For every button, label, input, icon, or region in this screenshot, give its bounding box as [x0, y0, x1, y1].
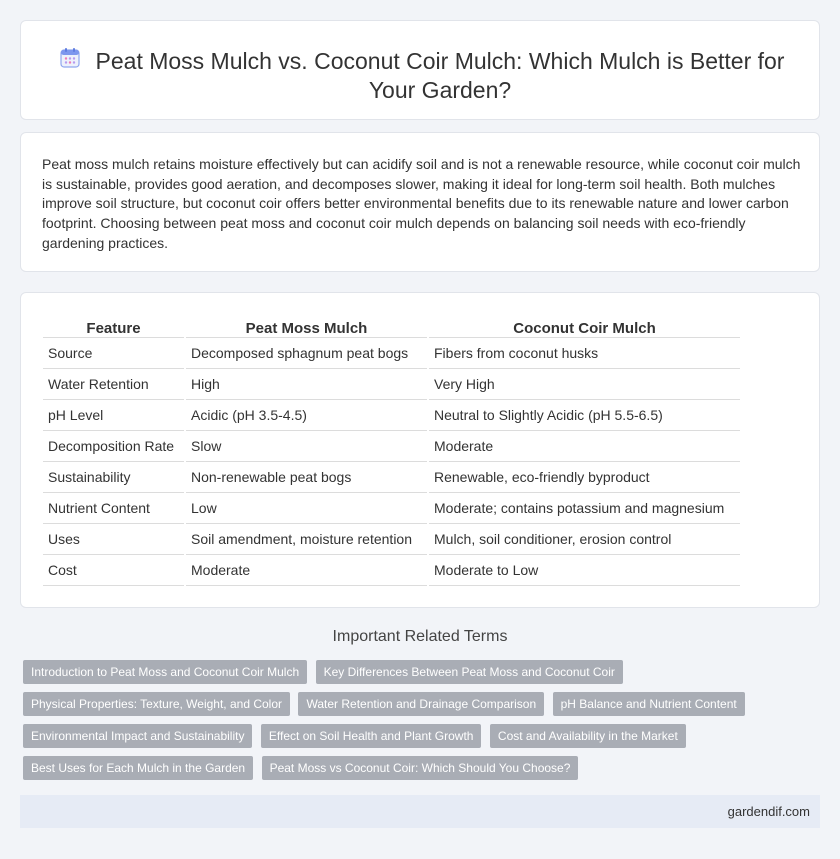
tag-row — [23, 692, 823, 724]
related-term-tag[interactable]: Best Uses for Each Mulch in the Garden — [23, 756, 253, 780]
table-cell: Source — [43, 338, 185, 369]
table-row — [43, 431, 740, 462]
table-row — [43, 462, 740, 493]
title-card — [20, 20, 820, 120]
table-cell: Mulch, soil conditioner, erosion control — [428, 524, 740, 555]
footer — [20, 795, 820, 828]
table-header-cell: Feature — [43, 315, 185, 338]
tag-row — [23, 660, 823, 692]
intro-paragraph: Peat moss mulch retains moisture effectively but can acidify soil and is not a renewable resource, while coconut coir mulch is sustainable, provides good aeration, and decomposes slower, making it ideal for long-term soil health. Both mulches improve soil structure, but coconut coir offers better environmental benefits due to its renewable nature and lower carbon footprint. Choosing between peat moss and coconut coir mulch depends on balancing soil needs with eco-friendly gardening practices. — [42, 156, 801, 251]
table-cell: Very High — [428, 369, 740, 400]
comparison-table — [43, 315, 740, 586]
table-row — [43, 524, 740, 555]
table-cell: Soil amendment, moisture retention — [185, 524, 428, 555]
table-header-cell: Peat Moss Mulch — [185, 315, 428, 338]
related-term-tag[interactable]: Cost and Availability in the Market — [490, 724, 686, 748]
table-cell: Fibers from coconut husks — [428, 338, 740, 369]
related-term-tag[interactable]: Peat Moss vs Coconut Coir: Which Should You Choose? — [262, 756, 579, 780]
table-row — [43, 400, 740, 431]
table-cell: Nutrient Content — [43, 493, 185, 524]
table-cell: pH Level — [43, 400, 185, 431]
related-term-tag[interactable]: Key Differences Between Peat Moss and Coconut Coir — [316, 660, 623, 684]
table-cell: Cost — [43, 555, 185, 586]
table-cell: Moderate to Low — [428, 555, 740, 586]
related-term-tag[interactable]: Water Retention and Drainage Comparison — [298, 692, 544, 716]
page-title: Peat Moss Mulch vs. Coconut Coir Mulch: Which Mulch is Better for Your Garden? — [95, 48, 785, 103]
table-cell: Uses — [43, 524, 185, 555]
table-row — [43, 369, 740, 400]
table-cell: Water Retention — [43, 369, 185, 400]
related-terms-list — [23, 660, 823, 788]
footer-site-name[interactable]: gardendif.com — [727, 804, 810, 819]
related-term-tag[interactable]: Introduction to Peat Moss and Coconut Coir Mulch — [23, 660, 307, 684]
table-cell: Moderate — [428, 431, 740, 462]
table-cell: High — [185, 369, 428, 400]
table-row — [43, 338, 740, 369]
table-cell: Sustainability — [43, 462, 185, 493]
table-row — [43, 555, 740, 586]
table-cell: Moderate — [185, 555, 428, 586]
comparison-card — [20, 292, 820, 608]
table-cell: Acidic (pH 3.5-4.5) — [185, 400, 428, 431]
table-cell: Slow — [185, 431, 428, 462]
related-term-tag[interactable]: Effect on Soil Health and Plant Growth — [261, 724, 482, 748]
related-term-tag[interactable]: Physical Properties: Texture, Weight, and Color — [23, 692, 290, 716]
tag-row — [23, 724, 823, 756]
table-cell: Decomposed sphagnum peat bogs — [185, 338, 428, 369]
related-term-tag[interactable]: Environmental Impact and Sustainability — [23, 724, 252, 748]
related-terms-heading: Important Related Terms — [332, 628, 508, 645]
table-header-row — [43, 315, 740, 338]
tag-row — [23, 756, 823, 788]
intro-card — [20, 132, 820, 272]
table-cell: Neutral to Slightly Acidic (pH 5.5-6.5) — [428, 400, 740, 431]
table-cell: Non-renewable peat bogs — [185, 462, 428, 493]
table-cell: Renewable, eco-friendly byproduct — [428, 462, 740, 493]
related-term-tag[interactable]: pH Balance and Nutrient Content — [553, 692, 745, 716]
table-row — [43, 493, 740, 524]
table-cell: Decomposition Rate — [43, 431, 185, 462]
table-cell: Moderate; contains potassium and magnesium — [428, 493, 740, 524]
table-header-cell: Coconut Coir Mulch — [428, 315, 740, 338]
table-cell: Low — [185, 493, 428, 524]
